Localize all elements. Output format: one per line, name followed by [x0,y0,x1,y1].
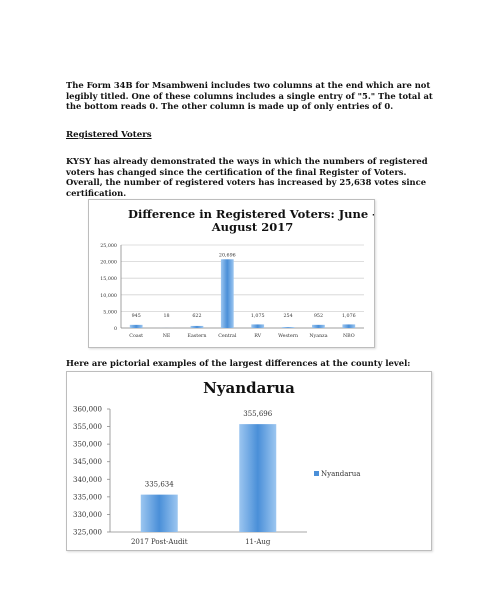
regional-difference-chart-svg [89,200,374,347]
bar-value-label: 335,634 [144,480,174,489]
intro-paragraph: The Form 34B for Msambweni includes two columns at the end which are not legibly titled. One of these columns includes a single entry of "5." The total at the bottom reads 0. The other column is made up of only entries of 0. [66,80,433,112]
x-tick-label: Nyanza [309,334,328,339]
y-tick-label: 350,000 [73,440,102,449]
y-tick-label: 0 [113,327,117,332]
y-tick-label: 15,000 [100,277,117,283]
y-tick-label: 335,000 [73,493,102,502]
registered-voters-paragraph: KYSY has already demonstrated the ways in which the numbers of registered voters has changed since the certification of the final Register of Voters. Overall, the number of registered voters has increased by 25,638 votes since certification. [66,156,428,198]
bar [342,324,355,328]
x-tick-label: Eastern [187,334,207,339]
x-tick-label: 2017 Post-Audit [130,538,188,546]
bar [251,324,264,328]
y-tick-label: 360,000 [73,405,102,414]
x-tick-label: Western [278,334,299,339]
chart-title: Nyandarua [203,379,295,397]
y-tick-label: 330,000 [73,510,102,519]
y-tick-label: 20,000 [100,260,117,266]
y-tick-label: 340,000 [73,475,102,484]
y-tick-label: 25,000 [100,244,117,249]
y-tick-label: 345,000 [73,458,102,467]
bar-value-label: 1,076 [341,314,356,319]
bar-value-label: 952 [313,314,324,319]
registered-voters-heading: Registered Voters [66,130,152,140]
bar [282,327,295,328]
nyandarua-chart-svg [67,372,431,550]
bar-value-label: 18 [163,314,170,319]
bar [130,325,143,328]
bar [141,495,178,532]
legend-swatch [314,471,319,476]
bar-value-label: 20,696 [218,253,236,259]
bar-value-label: 254 [283,314,293,319]
x-tick-label: Central [218,334,237,339]
y-tick-label: 325,000 [73,528,102,537]
bar [239,424,276,532]
chart-title: August 2017 [211,220,294,234]
x-tick-label: NE [162,334,171,339]
bar [221,259,234,328]
bar-value-label: 355,696 [243,410,273,419]
x-tick-label: NBO [342,334,355,339]
bar-value-label: 622 [192,314,202,319]
y-tick-label: 5,000 [103,310,117,316]
legend-label: Nyandarua [321,470,361,478]
chart-title: Difference in Registered Voters: June - [128,207,374,221]
bar-value-label: 1,075 [250,314,265,319]
bar [191,326,204,328]
x-tick-label: 11-Aug [245,538,271,546]
x-tick-label: Coast [129,334,144,339]
y-tick-label: 355,000 [73,423,102,432]
y-tick-label: 10,000 [100,293,117,299]
nyandarua-chart [66,371,432,551]
bar [312,325,325,328]
regional-difference-chart [88,199,375,348]
x-tick-label: RV [254,334,262,339]
county-examples-paragraph: Here are pictorial examples of the largest differences at the county level: [66,358,411,368]
bar-value-label: 945 [131,314,141,319]
